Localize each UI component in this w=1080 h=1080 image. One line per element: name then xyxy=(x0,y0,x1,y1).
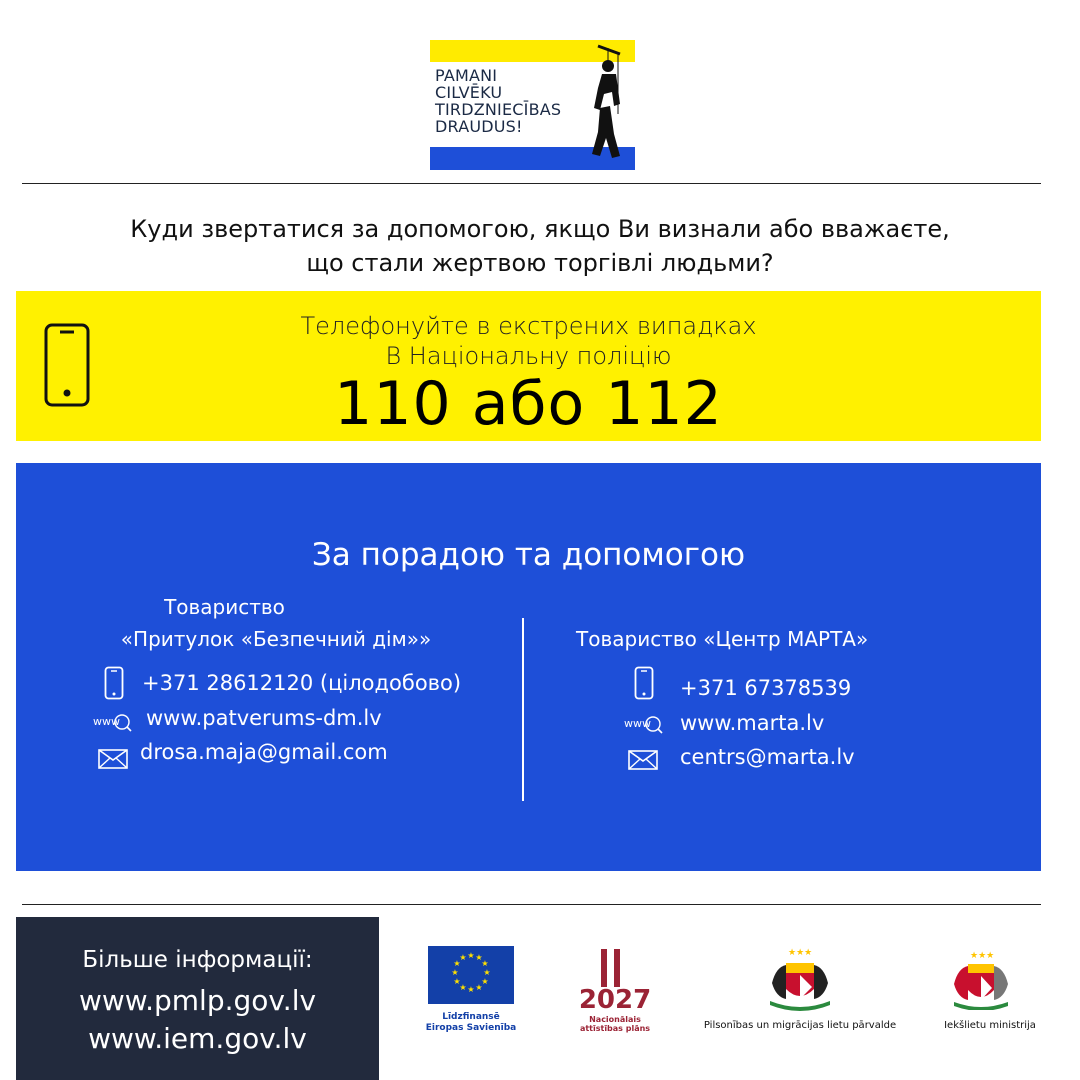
campaign-logo xyxy=(430,40,635,170)
org1-phone[interactable]: +371 28612120 (цілодобово) xyxy=(142,671,462,695)
eu-caption-line: Eiropas Savienība xyxy=(425,1023,517,1033)
svg-text:★★★: ★★★ xyxy=(788,948,813,958)
svg-text:★★★: ★★★ xyxy=(970,951,995,961)
bottom-divider xyxy=(22,904,1041,905)
svg-text:★: ★ xyxy=(459,983,467,992)
emergency-line-2: В Національну поліцію xyxy=(385,342,672,370)
nap-caption-line: Nacionālais xyxy=(589,1015,641,1024)
eu-caption xyxy=(410,1012,532,1034)
svg-text:★: ★ xyxy=(467,951,475,960)
org1-name-line: «Притулок «Безпечний дім»» xyxy=(120,627,432,651)
more-info-box xyxy=(16,917,379,1080)
org1-name xyxy=(86,591,466,655)
more-info-link-iem[interactable]: www.iem.gov.lv xyxy=(88,1022,307,1055)
headline-line: що стали жертвою торгівлі людьми? xyxy=(306,249,774,277)
svg-text:★: ★ xyxy=(451,968,459,977)
svg-text:www: www xyxy=(93,715,120,728)
envelope-icon xyxy=(98,749,128,769)
nap-bars-icon xyxy=(596,949,626,989)
nap-year: 2027 xyxy=(578,985,652,1015)
coat-of-arms-icon xyxy=(766,945,834,1011)
eu-caption-line: Līdzfinansē xyxy=(442,1012,500,1022)
svg-text:★: ★ xyxy=(453,977,461,986)
nap-caption-line: attīstības plāns xyxy=(579,1024,651,1033)
svg-text:★: ★ xyxy=(459,953,467,962)
org2-website[interactable]: www.marta.lv xyxy=(680,711,825,735)
svg-text:★: ★ xyxy=(475,953,483,962)
headline-line: Куди звертатися за допомогою, якщо Ви визнали або вважаєте, xyxy=(130,215,950,243)
more-info-link-pmlp[interactable]: www.pmlp.gov.lv xyxy=(78,984,317,1017)
envelope-icon xyxy=(628,750,658,770)
eu-flag-icon xyxy=(428,946,514,1004)
eu-stars-icon xyxy=(428,946,514,1004)
emergency-line-1: Телефонуйте в екстрених випадках xyxy=(300,312,757,340)
pmlp-caption: Pilsonības un migrācijas lietu pārvalde xyxy=(703,1020,897,1031)
org1-name-line: Товариство xyxy=(164,595,285,619)
emergency-numbers: 110 або 112 xyxy=(334,369,723,439)
svg-text:★: ★ xyxy=(453,959,461,968)
org2-email[interactable]: centrs@marta.lv xyxy=(680,745,855,769)
more-info-label: Більше інформації: xyxy=(82,947,313,973)
emergency-panel xyxy=(16,291,1041,441)
logo-text xyxy=(435,67,561,135)
org2-phone[interactable]: +371 67378539 xyxy=(680,676,852,700)
svg-text:★: ★ xyxy=(475,983,483,992)
nap-caption xyxy=(565,1015,665,1033)
www-icon xyxy=(92,711,132,733)
advice-title: За порадою та допомогою xyxy=(311,537,746,573)
logo-line: CILVĒKU xyxy=(435,83,503,102)
svg-text:★: ★ xyxy=(483,968,491,977)
top-divider xyxy=(22,183,1041,184)
logo-line: DRAUDUS! xyxy=(435,117,523,136)
logo-line: TIRDZNIECĪBAS xyxy=(435,100,562,119)
www-icon xyxy=(623,713,663,735)
phone-icon xyxy=(634,666,654,700)
puppet-figure-icon xyxy=(580,44,635,170)
headline-question xyxy=(40,212,1040,280)
svg-text:★: ★ xyxy=(481,959,489,968)
org1-email[interactable]: drosa.maja@gmail.com xyxy=(140,740,388,764)
advice-panel xyxy=(16,463,1041,871)
svg-text:★: ★ xyxy=(467,985,475,994)
logo-line: PAMANI xyxy=(435,66,498,85)
org1-website[interactable]: www.patverums-dm.lv xyxy=(146,706,382,730)
phone-icon xyxy=(104,666,124,700)
svg-text:★: ★ xyxy=(481,977,489,986)
coat-of-arms-icon xyxy=(950,948,1012,1010)
column-divider xyxy=(522,618,524,801)
svg-text:www: www xyxy=(624,717,651,730)
iem-caption: Iekšlietu ministrija xyxy=(944,1020,1036,1031)
org2-name: Товариство «Центр МАРТА» xyxy=(576,627,869,651)
